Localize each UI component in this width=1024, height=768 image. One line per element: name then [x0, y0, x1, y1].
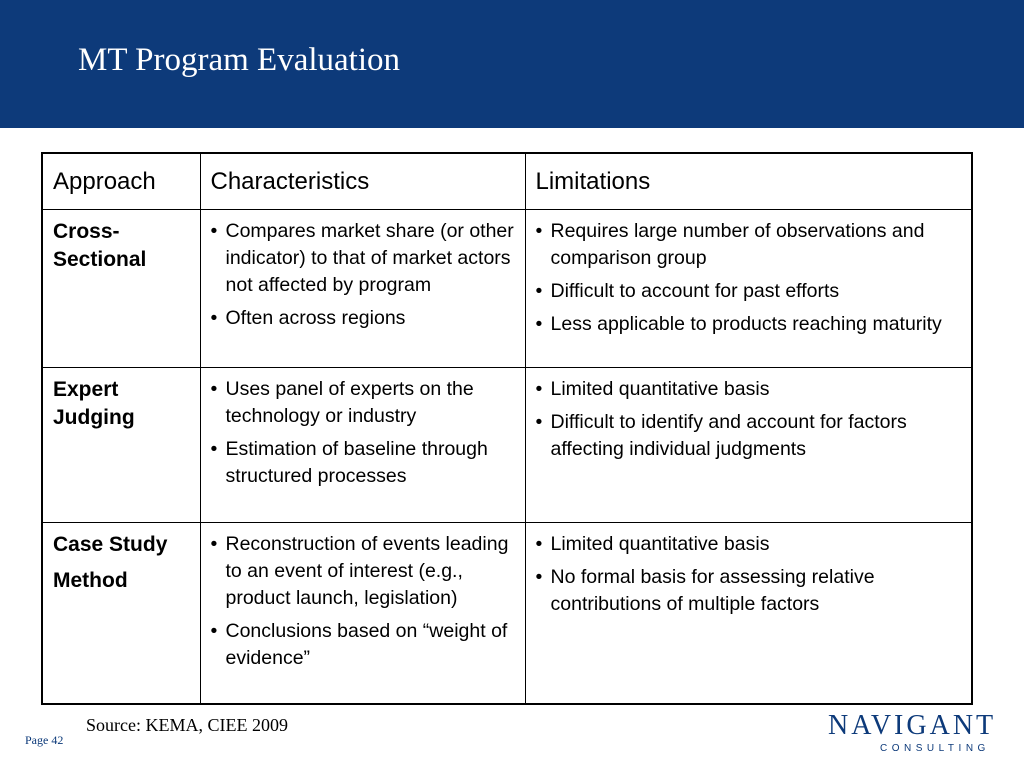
header-characteristics: Characteristics — [200, 153, 525, 209]
limitations-cell — [525, 367, 972, 522]
limitations-cell — [525, 209, 972, 367]
approach-cell — [42, 367, 200, 522]
title-banner — [0, 0, 1024, 128]
table-row — [42, 209, 972, 367]
bullet-item: • Often across regions — [211, 305, 515, 332]
characteristics-cell — [200, 522, 525, 704]
bullet-item: • Limited quantitative basis — [536, 531, 962, 558]
approach-line: Method — [53, 568, 128, 592]
approach-line: Cross- — [53, 219, 120, 243]
bullet-item: • Estimation of baseline through structured processes — [211, 436, 515, 490]
approach-line: Sectional — [53, 247, 147, 271]
bullet-item: • Uses panel of experts on the technology or industry — [211, 376, 515, 430]
logo-wordmark: NAVIGANT — [828, 710, 997, 741]
bullet-item: • Difficult to account for past efforts — [536, 278, 962, 305]
bullet-item: • Reconstruction of events leading to an event of interest (e.g., product launch, legislation) — [211, 531, 515, 612]
navigant-logo — [828, 712, 1008, 760]
approach-line: Case Study — [53, 532, 168, 556]
bullet-item: • Difficult to identify and account for factors affecting individual judgments — [536, 409, 962, 463]
bullet-item: • No formal basis for assessing relative contributions of multiple factors — [536, 564, 962, 618]
approach-cell — [42, 522, 200, 704]
bullet-item: • Compares market share (or other indicator) to that of market actors not affected by program — [211, 218, 515, 299]
table-row — [42, 367, 972, 522]
bullet-item: • Limited quantitative basis — [536, 376, 962, 403]
table-header-row — [42, 153, 972, 209]
approach-cell — [42, 209, 200, 367]
logo-subtext: CONSULTING — [880, 743, 990, 754]
evaluation-table — [41, 152, 973, 705]
bullet-item: • Requires large number of observations and comparison group — [536, 218, 962, 272]
source-note: Source: KEMA, CIEE 2009 — [86, 715, 288, 735]
approach-line: Expert — [53, 377, 119, 401]
slide-title: MT Program Evaluation — [78, 42, 401, 78]
table-row — [42, 522, 972, 704]
page-number: Page 42 — [25, 733, 64, 747]
bullet-item: • Less applicable to products reaching maturity — [536, 311, 962, 338]
limitations-cell — [525, 522, 972, 704]
header-limitations: Limitations — [525, 153, 972, 209]
characteristics-cell — [200, 367, 525, 522]
characteristics-cell — [200, 209, 525, 367]
bullet-item: • Conclusions based on “weight of evidence” — [211, 618, 515, 672]
approach-line: Judging — [53, 405, 135, 429]
header-approach: Approach — [42, 153, 200, 209]
